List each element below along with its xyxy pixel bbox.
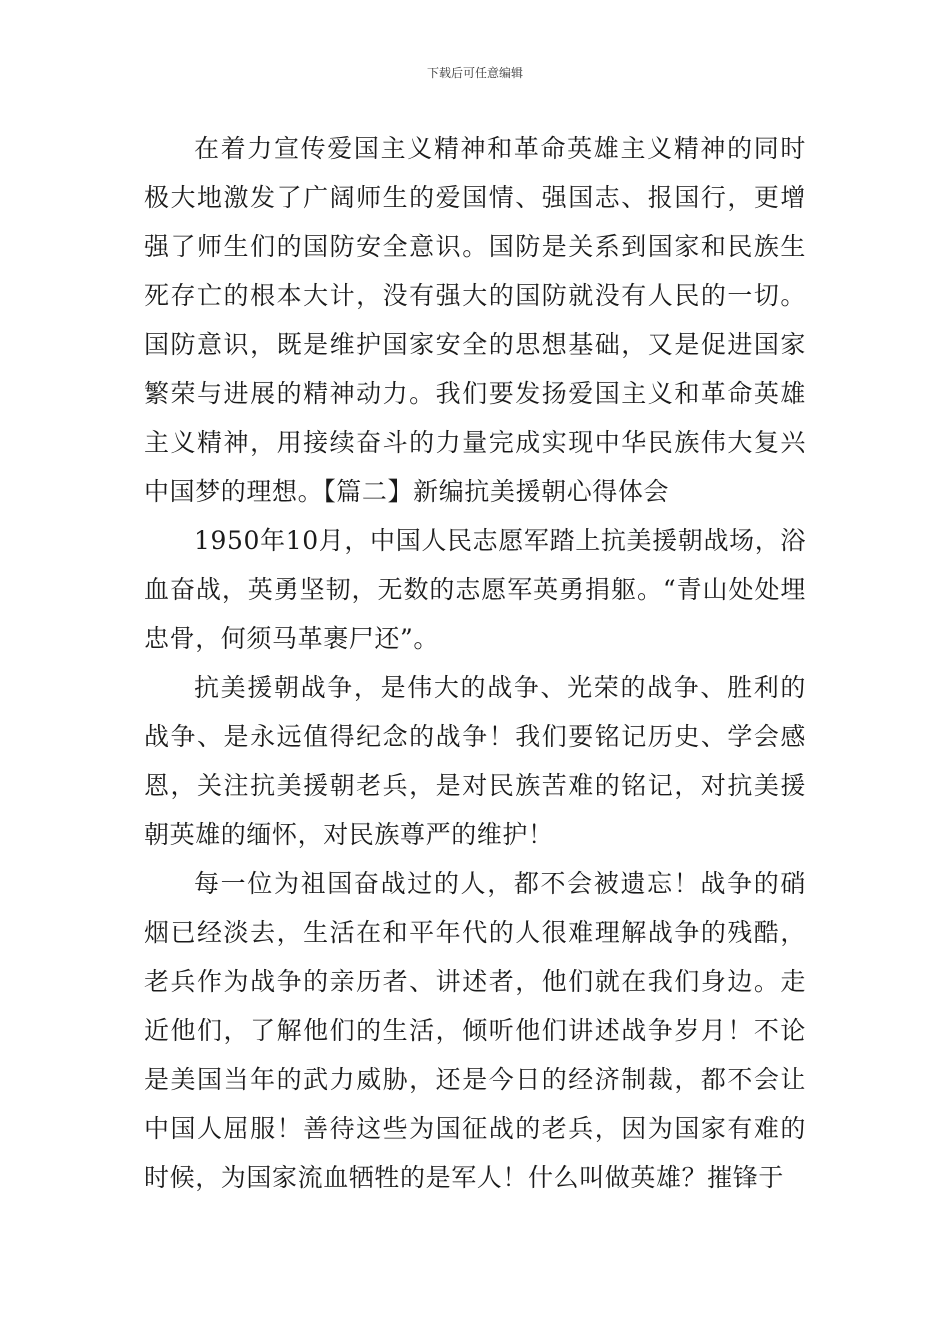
document-body [144,124,806,1202]
paragraph-2: 1950年10月，中国人民志愿军踏上抗美援朝战场，浴血奋战，英勇坚韧，无数的志愿军英勇捐躯。“青山处处埋忠骨，何须马革裹尸还”。 [144,526,806,653]
paragraph-1: 在着力宣传爱国主义精神和革命英雄主义精神的同时极大地激发了广阔师生的爱国情、强国志、报国行，更增强了师生们的国防安全意识。国防是关系到国家和民族生死存亡的根本大计，没有强大的国防就没有人民的一切。国防意识，既是维护国家安全的思想基础，又是促进国家繁荣与进展的精神动力。我们要发扬爱国主义和革命英雄主义精神，用接续奋斗的力量完成实现中华民族伟大复兴中国梦的理想。【篇二】新编抗美援朝心得体会 [144,134,806,506]
paragraph-4: 每一位为祖国奋战过的人，都不会被遗忘！战争的硝烟已经淡去，生活在和平年代的人很难理解战争的残酷，老兵作为战争的亲历者、讲述者，他们就在我们身边。走近他们，了解他们的生活，倾听他们讲述战争岁月！不论是美国当年的武力威胁，还是今日的经济制裁，都不会让中国人屈服！善待这些为国征战的老兵，因为国家有难的时候，为国家流血牺牲的是军人！什么叫做英雄？摧锋于 [144,869,806,1192]
paragraph-3: 抗美援朝战争，是伟大的战争、光荣的战争、胜利的战争、是永远值得纪念的战争！我们要铭记历史、学会感恩，关注抗美援朝老兵，是对民族苦难的铭记，对抗美援朝英雄的缅怀，对民族尊严的维护！ [144,673,806,849]
page-header: 下载后可任意编辑 [426,66,523,80]
